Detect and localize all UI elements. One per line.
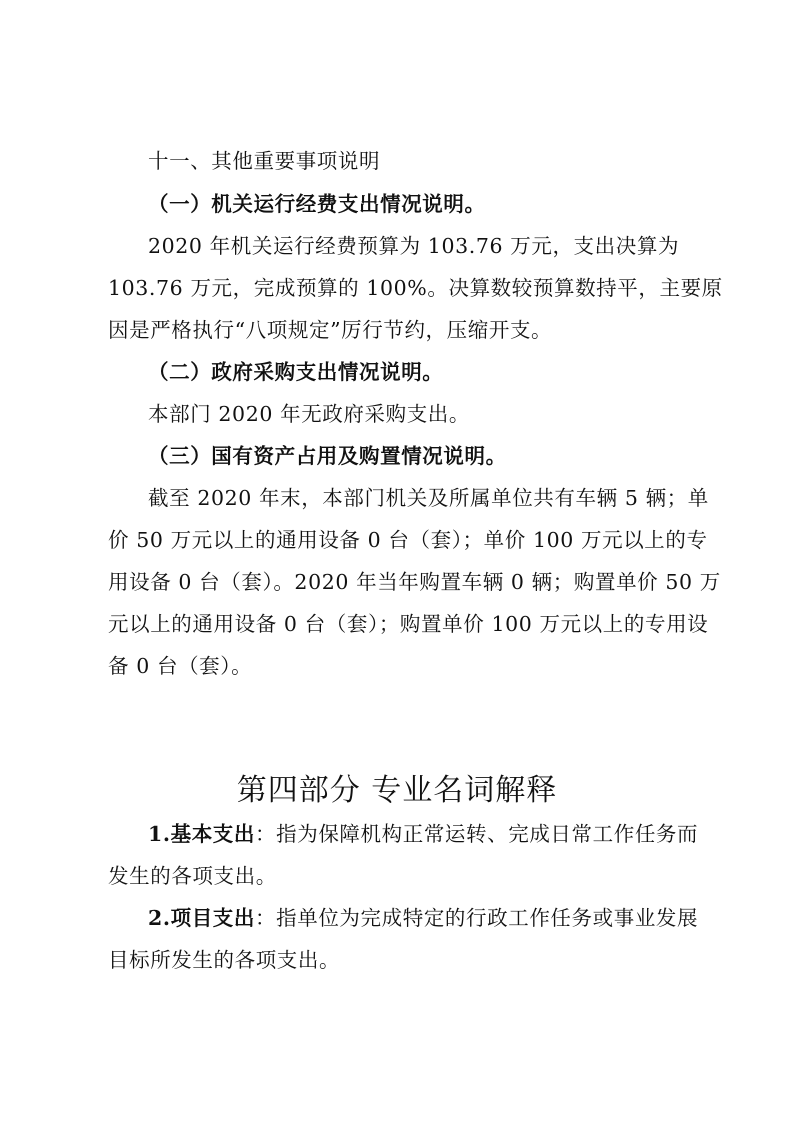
sub3-line-3: 用设备 0 台（套）。2020 年当年购置车辆 0 辆；购置单价 50 万 <box>108 570 721 594</box>
sub1-line-3: 因是严格执行“八项规定”厉行节约，压缩开支。 <box>108 318 553 342</box>
term-1-def-a: ：指为保障机构正常运转、完成日常工作任务而 <box>255 822 699 846</box>
sub3-line-1: 截至 2020 年末，本部门机关及所属单位共有车辆 5 辆；单 <box>148 486 709 510</box>
term-2-def-a: ：指单位为完成特定的行政工作任务或事业发展 <box>255 906 699 930</box>
sub2-line-1: 本部门 2020 年无政府采购支出。 <box>148 402 471 426</box>
sub3-line-4: 元以上的通用设备 0 台（套）；购置单价 100 万元以上的专用设 <box>108 612 709 636</box>
part4-title: 第四部分 专业名词解释 <box>236 773 558 808</box>
term-2-line-1 <box>148 903 698 933</box>
term-1-line-2: 发生的各项支出。 <box>108 864 277 888</box>
term-2-line-2: 目标所发生的各项支出。 <box>108 948 341 972</box>
sub2-heading: （二）政府采购支出情况说明。 <box>148 360 444 384</box>
sub3-line-5: 备 0 台（套）。 <box>108 654 253 678</box>
term-1-line-1 <box>148 819 698 849</box>
sub1-line-1: 2020 年机关运行经费预算为 103.76 万元，支出决算为 <box>148 234 680 258</box>
sub3-heading: （三）国有资产占用及购置情况说明。 <box>148 444 507 468</box>
term-1-name: 1.基本支出 <box>148 822 256 846</box>
sub3-line-2: 价 50 万元以上的通用设备 0 台（套）；单价 100 万元以上的专 <box>108 528 708 552</box>
section-11-title: 十一、其他重要事项说明 <box>148 149 381 173</box>
sub1-line-2: 103.76 万元，完成预算的 100%。决算数较预算数持平，主要原 <box>108 276 723 300</box>
sub1-heading: （一）机关运行经费支出情况说明。 <box>148 192 486 216</box>
term-2-name: 2.项目支出 <box>148 906 256 930</box>
